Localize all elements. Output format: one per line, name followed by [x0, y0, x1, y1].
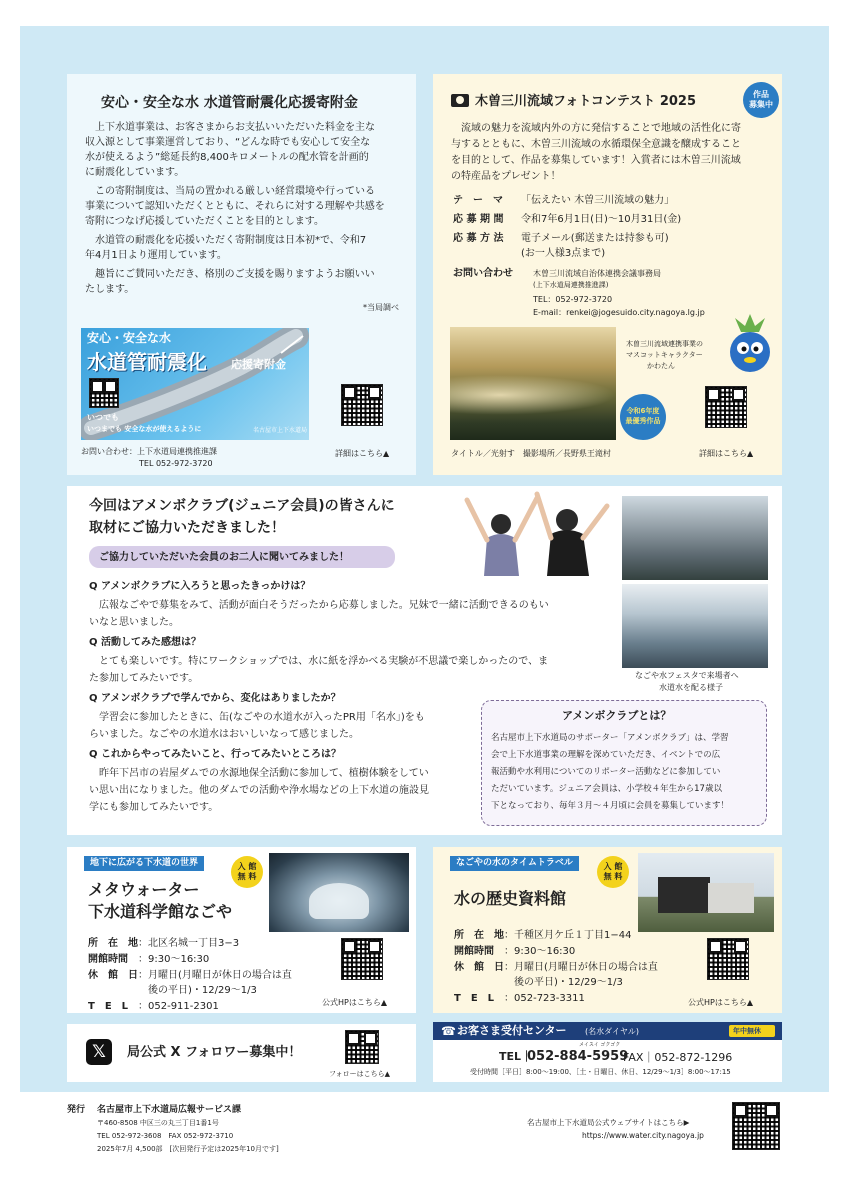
contest-badge: [743, 82, 779, 118]
banner-line3: 応援寄附金: [231, 358, 286, 371]
amenbo-what-line: 会で上下水道事業の理解を深めていただき、イベントでの広: [491, 750, 721, 760]
mascot-kawatan-icon: [725, 312, 775, 378]
history-qr-caption[interactable]: 公式HPはこちら▲: [688, 998, 753, 1007]
donation-line: この寄附制度は、当局の置かれる厳しい経営環境や行っている: [85, 186, 375, 197]
info-label: 休 館 日: [454, 962, 504, 973]
contest-contact-line: (上下水道局連携推進課): [533, 281, 609, 289]
qa-line: Q アメンボクラブに入ろうと思ったきっかけは？: [89, 581, 311, 592]
info-value: ：北区名城一丁目3−3: [138, 938, 240, 949]
callcenter-badge: [729, 1025, 775, 1037]
history-title: 水の歴史資料館: [454, 889, 567, 908]
contest-row-value: 電子メール(郵送または持参も可): [521, 233, 669, 244]
contest-line: 与するとともに、木曽三川流域の水循環保全意識を醸成すること: [451, 139, 741, 150]
info-value: ：月曜日(月曜日が休日の場合は直: [504, 962, 658, 973]
photo-contest-section: [433, 74, 782, 475]
amenbo-what-line: 名古屋市上下水道局のサポーター「アメンボクラブ」は、学習: [491, 733, 729, 743]
footer-label: 発行: [67, 1105, 86, 1115]
festa-photo-1: [622, 496, 768, 580]
metawater-section: [67, 847, 416, 1013]
donation-qr-code[interactable]: [341, 384, 383, 426]
info-value: ：月曜日(月曜日が休日の場合は直: [138, 970, 292, 981]
contest-contact-label: お問い合わせ: [453, 268, 513, 279]
history-tag: なごやの水のタイムトラベル: [450, 856, 579, 871]
qa-line: 広報なごやで募集をみて、活動が面白そうだったから応募しました。兄妹で一緒に活動できるのもい: [89, 600, 549, 611]
history-qr-code[interactable]: [707, 938, 749, 980]
amenbo-pill: [89, 546, 395, 568]
info-value: ：052-911-2301: [138, 1001, 219, 1012]
qa-line: 学習会に参加したときに、缶(なごやの水道水が入ったPR用「名水」)をも: [89, 712, 425, 723]
contest-row-label: 応 募 期 間: [453, 214, 504, 225]
award-badge-line2: 最優秀作品: [625, 417, 661, 425]
banner-sub1: いつでも: [87, 413, 119, 422]
banner-qr-code[interactable]: [89, 378, 119, 408]
camera-icon: [451, 94, 469, 107]
mascot-text-line: マスコットキャラクター: [626, 351, 703, 359]
footer-address: 〒460-8508 中区三の丸三丁目1番1号: [97, 1119, 219, 1127]
festa-caption: なごや水フェスタで来場者へ: [635, 671, 739, 680]
x-qr-caption[interactable]: フォローはこちら▲: [329, 1070, 391, 1078]
banner-logo: 名古屋市上下水道局: [253, 427, 308, 434]
metawater-title2: 下水道科学館なごや: [88, 902, 233, 921]
banner-line1: 安心・安全な水: [87, 331, 172, 345]
callcenter-ruby: メイスイ ゴクゴク: [579, 1042, 621, 1048]
mascot-text-line: かわたん: [647, 362, 675, 370]
contest-title: 木曽三川流域フォトコンテスト 2025: [475, 94, 697, 109]
contest-line: 流域の魅力を流域内外の方に発信することで地域の活性化に寄: [451, 123, 741, 134]
x-qr-code[interactable]: [345, 1030, 379, 1064]
phone-icon: ☎: [441, 1024, 456, 1038]
donation-contact-tel: TEL 052-972-3720: [139, 459, 213, 468]
footer-issue: 2025年7月 4,500部 [次回発行予定は2025年10月です]: [97, 1145, 279, 1153]
donation-line: 上下水道事業は、お客さまからお支払いいただいた料金を主な: [85, 122, 375, 133]
donation-line: たします。: [85, 284, 135, 295]
badge-line: 入 館: [237, 862, 257, 871]
info-value: ：052-723-3311: [504, 993, 585, 1004]
qa-line: とても楽しいです。特にワークショップでは、水に紙を浮かべる実験が不思議で楽しかったので、ま: [89, 656, 549, 667]
contest-row-value: 「伝えたい 木曽三川流域の魅力」: [521, 195, 675, 206]
metawater-qr-caption[interactable]: 公式HPはこちら▲: [322, 998, 387, 1007]
mascot-text-line: 木曽三川流域連携事業の: [626, 340, 703, 348]
donation-qr-caption[interactable]: 詳細はこちら▲: [335, 449, 390, 458]
badge-line: 無 料: [237, 872, 257, 881]
amenbo-pill-text: ご協力していただいた会員のお二人に聞いてみました！: [99, 552, 349, 563]
footer-publisher: 名古屋市上下水道局広報サービス課: [97, 1105, 242, 1115]
contest-row-value: 令和7年6月1日(日)〜10月31日(金): [521, 214, 682, 225]
callcenter-tel[interactable]: 052-884-5959: [527, 1049, 629, 1064]
contest-winning-photo: [450, 327, 616, 440]
info-label: T E L: [88, 1001, 129, 1012]
metawater-photo: [269, 853, 409, 932]
qa-line: らいました。なごやの水道水はおいしいなって感じました。: [89, 729, 359, 740]
contest-row-label: 応 募 方 法: [453, 233, 504, 244]
festa-caption: 水道水を配る様子: [659, 683, 723, 692]
donation-line: に耐震化しています。: [85, 167, 185, 178]
donation-banner: [81, 328, 309, 440]
info-value: ：9:30〜16:30: [138, 954, 210, 965]
contest-photo-caption: タイトル／光射す 撮影場所／長野県王滝村: [451, 449, 611, 458]
donation-title: 安心・安全な水 水道管耐震化応援寄附金: [101, 95, 358, 111]
metawater-title1: メタウォーター: [88, 880, 200, 899]
award-badge-line1: 令和6年度: [626, 407, 660, 415]
footer-url[interactable]: https://www.water.city.nagoya.jp: [582, 1131, 704, 1140]
badge-line: 入 館: [603, 862, 623, 871]
callcenter-title: お客さま受付センター: [457, 1024, 567, 1037]
contest-line: を目的として、作品を募集しています！入賞者には木曽三川流域: [451, 155, 741, 166]
banner-sub2: いつまでも 安全な水が使えるように: [87, 425, 202, 433]
contest-line: の特産品をプレゼント！: [451, 171, 561, 182]
donation-line: 水道管の耐震化を応援いただく寄附制度は日本初*で、令和7: [85, 235, 367, 246]
callcenter-tel-label: TEL｜: [499, 1050, 533, 1063]
contest-badge-line1: 作品: [753, 90, 769, 99]
info-label: 所 在 地: [88, 938, 138, 949]
history-photo: [638, 853, 774, 932]
qa-line: Q これからやってみたいこと、行ってみたいところは？: [89, 749, 341, 760]
info-label: 所 在 地: [454, 930, 504, 941]
donation-line: 趣旨にご賛同いただき、格別のご支援を賜りますようお願いい: [85, 269, 375, 280]
info-label: 休 館 日: [88, 970, 138, 981]
info-label: 開館時間: [88, 954, 128, 965]
footer-site-label: 名古屋市上下水道局公式ウェブサイトはこちら▶: [527, 1118, 690, 1127]
amenbo-headline: 取材にご協力いただきました！: [89, 520, 285, 536]
amenbo-what-box: [481, 700, 767, 826]
info-value: ：千種区月ケ丘１丁目1−44: [504, 930, 632, 941]
donation-line: 寄附につなげ応援していただくことを目的とします。: [85, 216, 324, 227]
callcenter-section: [433, 1022, 782, 1082]
qa-line: Q 活動してみた感想は？: [89, 637, 201, 648]
donation-line: 水が使えるよう”総延長約8,400キロメートルの配水管を計画的: [85, 152, 369, 163]
x-follow-section: [67, 1024, 416, 1082]
info-value: ：9:30〜16:30: [504, 946, 576, 957]
metawater-qr-code[interactable]: [341, 938, 383, 980]
x-follow-text: 局公式 X フォロワー募集中！: [127, 1045, 302, 1060]
info-label: T E L: [454, 993, 495, 1004]
callcenter-hours: 受付時間［平日］8:00〜19:00、［土・日曜日、休日、12/29〜1/3］8:00〜17:15: [470, 1068, 731, 1076]
qa-line: いなと思いました。: [89, 617, 179, 628]
donation-line: 収入源として事業運営しており、“どんな時でも安心して安全な: [85, 137, 371, 148]
qa-line: Q アメンボクラブで学んでから、変化はありましたか？: [89, 693, 341, 704]
contest-contact-line: E-mail：renkei@jogesuido.city.nagoya.lg.jp: [533, 308, 705, 317]
metawater-free-badge: [231, 856, 263, 888]
contest-row-value: (お一人様3点まで): [521, 248, 606, 259]
qa-line: 学にも参加してみたいです。: [89, 802, 219, 813]
two-members-illustration: [449, 486, 617, 576]
amenbo-headline: 今回はアメンボクラブ(ジュニア会員)の皆さんに: [89, 498, 395, 514]
info-label: 開館時間: [454, 946, 494, 957]
amenbo-section: [67, 486, 782, 835]
metawater-tag: 地下に広がる下水道の世界: [84, 856, 204, 871]
donation-contact-label: お問い合わせ：上下水道局連携推進課: [81, 447, 217, 456]
history-free-badge: [597, 856, 629, 888]
x-logo-icon: 𝕏: [86, 1039, 112, 1065]
amenbo-what-line: ただいています。ジュニア会員は、小学校４年生から17歳以: [491, 784, 722, 794]
contest-qr-code[interactable]: [705, 386, 747, 428]
contest-contact-line: TEL：052-972-3720: [533, 295, 613, 304]
donation-line: 年4月1日より運用しています。: [85, 250, 227, 261]
amenbo-what-line: 下となっており、毎年３月〜４月頃に会員を募集しています！: [491, 801, 730, 811]
callcenter-fax: FAX｜052-872-1296: [623, 1051, 733, 1064]
amenbo-what-title: アメンボクラブとは？: [562, 709, 672, 722]
award-badge: [620, 394, 666, 440]
footer-telfax: TEL 052-972-3608 FAX 052-972-3710: [97, 1132, 234, 1140]
contest-row-label: テ ー マ: [453, 195, 503, 206]
callcenter-header: [433, 1022, 782, 1040]
info-value: 後の平日)・12/29〜1/3: [138, 985, 257, 996]
interview-photo: [449, 486, 617, 576]
banner-line2: 水道管耐震化: [87, 350, 207, 374]
contest-contact-line: 木曽三川流域自治体連携会議事務局: [533, 269, 661, 278]
donation-line: 事業について認知いただくとともに、それらに対する理解や共感を: [85, 201, 385, 212]
qa-line: い思い出になりました。他のダムでの活動や浄水場などの上下水道の施設見: [89, 785, 429, 796]
badge-line: 無 料: [603, 872, 623, 881]
amenbo-what-line: 報活動や水利用についてのリポーター活動などに参加してい: [491, 767, 721, 777]
info-value: 後の平日)・12/29〜1/3: [504, 977, 623, 988]
donation-note: *当局調べ: [363, 303, 399, 312]
festa-photo-2: [622, 584, 768, 668]
callcenter-sub: (名水ダイヤル): [585, 1027, 640, 1036]
qa-line: た参加してみたいです。: [89, 673, 199, 684]
contest-qr-caption[interactable]: 詳細はこちら▲: [699, 449, 754, 458]
donation-section: [67, 74, 416, 475]
history-section: [433, 847, 782, 1013]
contest-badge-line2: 募集中: [749, 100, 773, 109]
footer-qr-code[interactable]: [732, 1102, 780, 1150]
badge-text: 年中無休: [733, 1027, 761, 1035]
qa-line: 昨年下呂市の岩屋ダムでの水源地保全活動に参加して、植樹体験をしてい: [89, 768, 429, 779]
